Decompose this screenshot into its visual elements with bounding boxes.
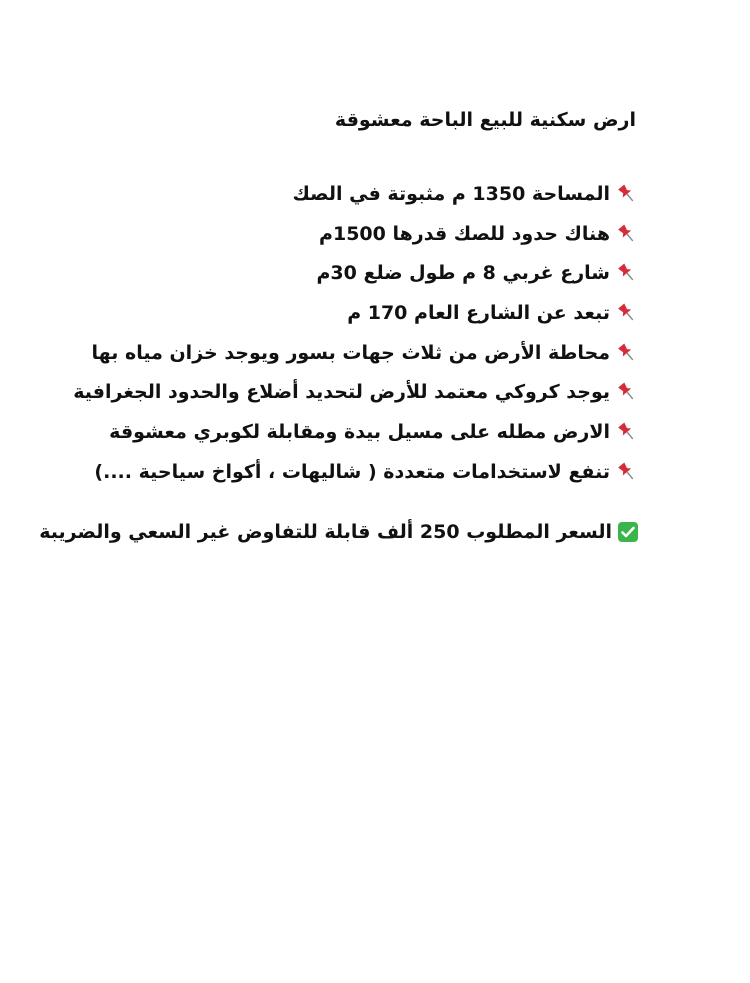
list-item [40, 333, 640, 373]
list-item-text: تبعد عن الشارع العام 170 م [347, 301, 610, 324]
listing-note [40, 108, 640, 544]
pushpin-icon [614, 221, 640, 247]
list-item-text: هناك حدود للصك قدرها 1500م [319, 222, 610, 245]
pushpin-icon [614, 419, 640, 445]
list-item-text: تنفع لاستخدامات متعددة ( شاليهات ، أكواخ سياحية ....) [94, 460, 610, 483]
pushpin-icon [614, 181, 640, 207]
list-item [40, 372, 640, 412]
list-item-text: المساحة 1350 م مثبوتة في الصك [292, 182, 610, 205]
listing-title: ارض سكنية للبيع الباحة معشوقة [334, 109, 636, 131]
list-item-text: محاطة الأرض من ثلاث جهات بسور ويوجد خزان مياه بها [91, 341, 610, 364]
list-item-text: الارض مطله على مسيل بيدة ومقابلة لكوبري معشوقة [109, 420, 610, 443]
pushpin-icon [614, 340, 640, 366]
list-item [40, 253, 640, 293]
list-item [40, 412, 640, 452]
pushpin-icon [614, 300, 640, 326]
pushpin-icon [614, 379, 640, 405]
pushpin-icon [614, 260, 640, 286]
list-item [40, 293, 640, 333]
list-item-text: شارع غربي 8 م طول ضلع 30م [316, 262, 610, 285]
list-item-text: يوجد كروكي معتمد للأرض لتحديد أضلاع والحدود الجغرافية [73, 381, 610, 404]
list-item [40, 174, 640, 214]
pushpin-icon [614, 459, 640, 485]
list-item [40, 214, 640, 254]
list-item [40, 452, 640, 492]
feature-list [40, 174, 640, 492]
price-text: السعر المطلوب 250 ألف قابلة للتفاوض غير السعي والضريبة [39, 520, 612, 543]
check-mark-icon [616, 520, 640, 544]
price-line [40, 520, 640, 544]
